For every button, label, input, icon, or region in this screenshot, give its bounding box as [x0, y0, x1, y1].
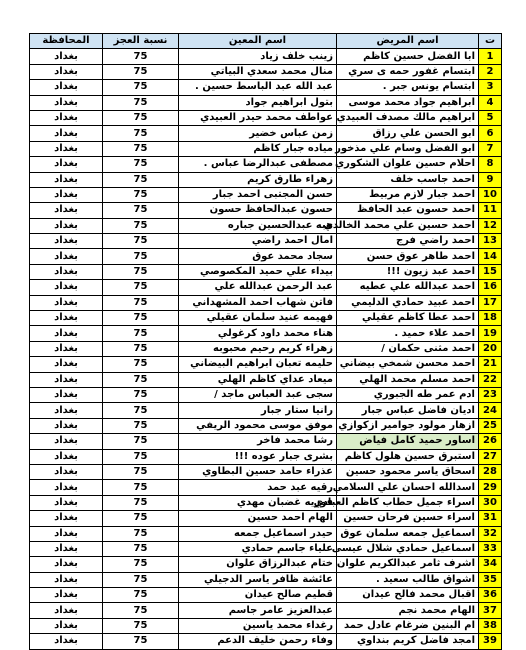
disability-ratio-cell[interactable]: 75 — [103, 603, 179, 618]
patient-name-cell[interactable]: اشواق طالب سعيد . — [337, 572, 479, 587]
patient-name-cell[interactable]: ام البنين ضرغام عادل حمد — [337, 618, 479, 633]
beneficiaries-table — [29, 33, 502, 650]
table-row — [30, 203, 502, 218]
helper-name-cell[interactable]: رقيه عبد حمد — [179, 480, 337, 495]
row-number-cell[interactable]: 8 — [479, 157, 502, 172]
governorate-cell[interactable]: بغداد — [30, 572, 103, 587]
patient-name-cell[interactable]: احمد عطا كاظم عقيلي — [337, 311, 479, 326]
governorate-cell[interactable]: بغداد — [30, 311, 103, 326]
disability-ratio-cell[interactable]: 75 — [103, 311, 179, 326]
patient-name-cell[interactable]: ابو الحسن علي رزاق — [337, 126, 479, 141]
governorate-cell[interactable]: بغداد — [30, 403, 103, 418]
governorate-cell[interactable]: بغداد — [30, 372, 103, 387]
governorate-cell[interactable]: بغداد — [30, 187, 103, 202]
row-number-cell[interactable]: 27 — [479, 449, 502, 464]
header-ratio[interactable]: نسبة العجز — [103, 34, 179, 49]
governorate-cell[interactable]: بغداد — [30, 95, 103, 110]
helper-name-cell[interactable]: رغداء محمد ياسين — [179, 618, 337, 633]
governorate-cell[interactable]: بغداد — [30, 172, 103, 187]
governorate-cell[interactable]: بغداد — [30, 418, 103, 433]
table-row — [30, 357, 502, 372]
governorate-cell[interactable]: بغداد — [30, 203, 103, 218]
governorate-cell[interactable]: بغداد — [30, 541, 103, 556]
row-number-cell[interactable]: 3 — [479, 80, 502, 95]
patient-name-cell[interactable]: ابا الفضل حسين كاظم — [337, 49, 479, 64]
row-number-cell[interactable]: 20 — [479, 341, 502, 356]
disability-ratio-cell[interactable]: 75 — [103, 141, 179, 156]
disability-ratio-cell[interactable]: 75 — [103, 80, 179, 95]
header-row — [30, 34, 502, 49]
row-number-cell[interactable]: 11 — [479, 203, 502, 218]
disability-ratio-cell[interactable]: 75 — [103, 618, 179, 633]
disability-ratio-cell[interactable]: 75 — [103, 418, 179, 433]
row-number-cell[interactable]: 10 — [479, 187, 502, 202]
row-number-cell[interactable]: 35 — [479, 572, 502, 587]
table-row — [30, 264, 502, 279]
helper-name-cell[interactable]: وفاء رحمن خليف الدعم — [179, 634, 337, 649]
helper-name-cell[interactable]: مصطفى عبدالرضا عباس . — [179, 157, 337, 172]
table-row — [30, 64, 502, 79]
disability-ratio-cell[interactable]: 75 — [103, 634, 179, 649]
patient-name-cell[interactable]: ادم عمر طه الجبوري — [337, 387, 479, 402]
governorate-cell[interactable]: بغداد — [30, 249, 103, 264]
table-row — [30, 588, 502, 603]
disability-ratio-cell[interactable]: 75 — [103, 434, 179, 449]
row-number-cell[interactable]: 1 — [479, 49, 502, 64]
row-number-cell[interactable]: 23 — [479, 387, 502, 402]
helper-name-cell[interactable]: بتول ابراهيم جواد — [179, 95, 337, 110]
patient-name-cell[interactable]: اسحاق ياسر محمود حسين — [337, 464, 479, 479]
governorate-cell[interactable]: بغداد — [30, 480, 103, 495]
table-row — [30, 95, 502, 110]
helper-name-cell[interactable]: سجى عبد العباس ماجد / — [179, 387, 337, 402]
disability-ratio-cell[interactable]: 75 — [103, 157, 179, 172]
row-number-cell[interactable]: 33 — [479, 541, 502, 556]
patient-name-cell[interactable]: ابتسام غفور حمه ى سري — [337, 64, 479, 79]
patient-name-cell[interactable]: امجد فاضل كريم بنداوي — [337, 634, 479, 649]
helper-name-cell[interactable]: فاتن شهاب احمد المشهداني — [179, 295, 337, 310]
table-body — [30, 49, 502, 649]
governorate-cell[interactable]: بغداد — [30, 280, 103, 295]
table-row — [30, 80, 502, 95]
helper-name-cell[interactable]: ميعاد عداي كاظم الهلي — [179, 372, 337, 387]
helper-name-cell[interactable]: قطيم صالح عيدان — [179, 588, 337, 603]
row-number-cell[interactable]: 25 — [479, 418, 502, 433]
patient-name-cell[interactable]: احمد جاسب خلف — [337, 172, 479, 187]
patient-name-cell[interactable]: احمد طاهر عوق حسن — [337, 249, 479, 264]
row-number-cell[interactable]: 31 — [479, 511, 502, 526]
helper-name-cell[interactable]: زهراء كريم رحيم محبوبه — [179, 341, 337, 356]
header-governorate[interactable]: المحافظة — [30, 34, 103, 49]
disability-ratio-cell[interactable]: 75 — [103, 264, 179, 279]
helper-name-cell[interactable]: الهام احمد حسين — [179, 511, 337, 526]
governorate-cell[interactable]: بغداد — [30, 434, 103, 449]
disability-ratio-cell[interactable]: 75 — [103, 95, 179, 110]
patient-name-cell[interactable]: اشرف ثامر عبدالكريم علوان — [337, 557, 479, 572]
governorate-cell[interactable]: بغداد — [30, 511, 103, 526]
table-row — [30, 110, 502, 125]
patient-name-cell[interactable]: احمد عبدالله علي عطيه — [337, 280, 479, 295]
governorate-cell[interactable]: بغداد — [30, 64, 103, 79]
disability-ratio-cell[interactable]: 75 — [103, 187, 179, 202]
governorate-cell[interactable]: بغداد — [30, 387, 103, 402]
table-row — [30, 234, 502, 249]
governorate-cell[interactable]: بغداد — [30, 110, 103, 125]
disability-ratio-cell[interactable]: 75 — [103, 234, 179, 249]
helper-name-cell[interactable]: حسن المجتبى احمد جبار — [179, 187, 337, 202]
helper-name-cell[interactable]: عبدالعزيز عامر جاسم — [179, 603, 337, 618]
disability-ratio-cell[interactable]: 75 — [103, 64, 179, 79]
row-number-cell[interactable]: 12 — [479, 218, 502, 233]
row-number-cell[interactable]: 39 — [479, 634, 502, 649]
patient-name-cell[interactable]: اديان فاضل عباس جبار — [337, 403, 479, 418]
governorate-cell[interactable]: بغداد — [30, 341, 103, 356]
patient-name-cell[interactable]: احمد حسين علي محمد الخالدي — [337, 218, 479, 233]
disability-ratio-cell[interactable]: 75 — [103, 372, 179, 387]
header-num[interactable]: ت — [479, 34, 502, 49]
governorate-cell[interactable]: بغداد — [30, 634, 103, 649]
row-number-cell[interactable]: 15 — [479, 264, 502, 279]
helper-name-cell[interactable]: امال احمد راضي — [179, 234, 337, 249]
table-row — [30, 141, 502, 156]
row-number-cell[interactable]: 36 — [479, 588, 502, 603]
patient-name-cell[interactable]: ابتسام يونس جبر . — [337, 80, 479, 95]
patient-name-cell[interactable]: اسماعيل حمادي شلال عيسى — [337, 541, 479, 556]
patient-name-cell[interactable]: احمد مثنى حكمان / — [337, 341, 479, 356]
header-patient[interactable]: اسم المريض — [337, 34, 479, 49]
table-row — [30, 418, 502, 433]
patient-name-cell[interactable]: استبرق حسين هلول كاظم — [337, 449, 479, 464]
table-row — [30, 295, 502, 310]
helper-name-cell[interactable]: زهراء طارق كريم — [179, 172, 337, 187]
disability-ratio-cell[interactable]: 75 — [103, 218, 179, 233]
governorate-cell[interactable]: بغداد — [30, 218, 103, 233]
row-number-cell[interactable]: 28 — [479, 464, 502, 479]
patient-name-cell[interactable]: اقبال محمد فالح عيدان — [337, 588, 479, 603]
table-row — [30, 157, 502, 172]
helper-name-cell[interactable]: فوزيه غضبان مهدي — [179, 495, 337, 510]
patient-name-cell[interactable]: اسراء جميل حطاب كاظم العبادي — [337, 495, 479, 510]
governorate-cell[interactable]: بغداد — [30, 157, 103, 172]
helper-name-cell[interactable]: زمن عباس خضير — [179, 126, 337, 141]
row-number-cell[interactable]: 2 — [479, 64, 502, 79]
spreadsheet — [29, 33, 501, 650]
patient-name-cell[interactable]: احمد علاء حميد . — [337, 326, 479, 341]
table-row — [30, 634, 502, 649]
helper-name-cell[interactable]: موفق موسى محمود الريفي — [179, 418, 337, 433]
table-row — [30, 249, 502, 264]
row-number-cell[interactable]: 38 — [479, 618, 502, 633]
helper-name-cell[interactable]: هناء محمد داود كرغولي — [179, 326, 337, 341]
disability-ratio-cell[interactable]: 75 — [103, 280, 179, 295]
patient-name-cell[interactable]: احمد راضي فرج — [337, 234, 479, 249]
patient-name-cell[interactable]: اساور حميد كامل فياض — [337, 434, 479, 449]
helper-name-cell[interactable]: بيداء علي حميد المكصوصي — [179, 264, 337, 279]
table-row — [30, 480, 502, 495]
governorate-cell[interactable]: بغداد — [30, 264, 103, 279]
helper-name-cell[interactable]: حيدر اسماعيل جمعه — [179, 526, 337, 541]
disability-ratio-cell[interactable]: 75 — [103, 572, 179, 587]
patient-name-cell[interactable]: الهام محمد نجم — [337, 603, 479, 618]
patient-name-cell[interactable]: اسدالله احسان علي السلامي — [337, 480, 479, 495]
table-row — [30, 187, 502, 202]
disability-ratio-cell[interactable]: 75 — [103, 387, 179, 402]
disability-ratio-cell[interactable]: 75 — [103, 495, 179, 510]
table-row — [30, 557, 502, 572]
table-row — [30, 311, 502, 326]
disability-ratio-cell[interactable]: 75 — [103, 541, 179, 556]
governorate-cell[interactable]: بغداد — [30, 326, 103, 341]
table-row — [30, 218, 502, 233]
governorate-cell[interactable]: بغداد — [30, 588, 103, 603]
patient-name-cell[interactable]: ابو الفضل وسام علي مذخور — [337, 141, 479, 156]
governorate-cell[interactable]: بغداد — [30, 603, 103, 618]
table-row — [30, 280, 502, 295]
governorate-cell[interactable]: بغداد — [30, 449, 103, 464]
governorate-cell[interactable]: بغداد — [30, 295, 103, 310]
governorate-cell[interactable]: بغداد — [30, 141, 103, 156]
helper-name-cell[interactable]: بشرى جبار عوده !!! — [179, 449, 337, 464]
row-number-cell[interactable]: 34 — [479, 557, 502, 572]
row-number-cell[interactable]: 9 — [479, 172, 502, 187]
helper-name-cell[interactable]: علياء جاسم حمادي — [179, 541, 337, 556]
row-number-cell[interactable]: 18 — [479, 311, 502, 326]
disability-ratio-cell[interactable]: 75 — [103, 295, 179, 310]
governorate-cell[interactable]: بغداد — [30, 126, 103, 141]
disability-ratio-cell[interactable]: 75 — [103, 326, 179, 341]
table-row — [30, 341, 502, 356]
helper-name-cell[interactable]: هبه عبدالحسين جباره — [179, 218, 337, 233]
governorate-cell[interactable]: بغداد — [30, 234, 103, 249]
disability-ratio-cell[interactable]: 75 — [103, 480, 179, 495]
helper-name-cell[interactable]: عبد الله عبد الباسط حسين . — [179, 80, 337, 95]
disability-ratio-cell[interactable]: 75 — [103, 526, 179, 541]
table-row — [30, 126, 502, 141]
row-number-cell[interactable]: 14 — [479, 249, 502, 264]
table-row — [30, 572, 502, 587]
row-number-cell[interactable]: 30 — [479, 495, 502, 510]
row-number-cell[interactable]: 4 — [479, 95, 502, 110]
patient-name-cell[interactable]: ابراهيم جواد محمد موسى — [337, 95, 479, 110]
patient-name-cell[interactable]: اسراء حسين فرحان حسين — [337, 511, 479, 526]
governorate-cell[interactable]: بغداد — [30, 618, 103, 633]
disability-ratio-cell[interactable]: 75 — [103, 588, 179, 603]
table-row — [30, 434, 502, 449]
table-row — [30, 387, 502, 402]
disability-ratio-cell[interactable]: 75 — [103, 49, 179, 64]
row-number-cell[interactable]: 13 — [479, 234, 502, 249]
patient-name-cell[interactable]: احمد عبد زيون !!! — [337, 264, 479, 279]
helper-name-cell[interactable]: عذراء حامد حسين البطاوي — [179, 464, 337, 479]
row-number-cell[interactable]: 37 — [479, 603, 502, 618]
row-number-cell[interactable]: 17 — [479, 295, 502, 310]
governorate-cell[interactable]: بغداد — [30, 526, 103, 541]
table-row — [30, 526, 502, 541]
table-row — [30, 403, 502, 418]
governorate-cell[interactable]: بغداد — [30, 80, 103, 95]
row-number-cell[interactable]: 19 — [479, 326, 502, 341]
patient-name-cell[interactable]: احمد محسن شمخي بيضاني — [337, 357, 479, 372]
table-row — [30, 326, 502, 341]
table-row — [30, 495, 502, 510]
helper-name-cell[interactable]: زينب خلف زياد — [179, 49, 337, 64]
patient-name-cell[interactable]: احمد عبيد حمادي الدليمي — [337, 295, 479, 310]
row-number-cell[interactable]: 7 — [479, 141, 502, 156]
row-number-cell[interactable]: 26 — [479, 434, 502, 449]
helper-name-cell[interactable]: رشا محمد فاخر — [179, 434, 337, 449]
row-number-cell[interactable]: 5 — [479, 110, 502, 125]
governorate-cell[interactable]: بغداد — [30, 464, 103, 479]
row-number-cell[interactable]: 6 — [479, 126, 502, 141]
helper-name-cell[interactable]: عواطف محمد حيدر العبيدي — [179, 110, 337, 125]
row-number-cell[interactable]: 24 — [479, 403, 502, 418]
helper-name-cell[interactable]: منال محمد سعدي البياتي — [179, 64, 337, 79]
table-row — [30, 541, 502, 556]
disability-ratio-cell[interactable]: 75 — [103, 449, 179, 464]
table-row — [30, 511, 502, 526]
helper-name-cell[interactable]: عبد الرحمن عبدالله علي — [179, 280, 337, 295]
patient-name-cell[interactable]: ابراهيم مالك مصدف العبيدي — [337, 110, 479, 125]
table-row — [30, 449, 502, 464]
header-helper[interactable]: اسم المعين — [179, 34, 337, 49]
helper-name-cell[interactable]: مياده جبار كاظم — [179, 141, 337, 156]
patient-name-cell[interactable]: احمد حسون عبد الحافظ — [337, 203, 479, 218]
helper-name-cell[interactable]: ختام عبدالرزاق علوان — [179, 557, 337, 572]
row-number-cell[interactable]: 22 — [479, 372, 502, 387]
table-row — [30, 49, 502, 64]
helper-name-cell[interactable]: سجاد محمد عوق — [179, 249, 337, 264]
row-number-cell[interactable]: 21 — [479, 357, 502, 372]
helper-name-cell[interactable]: رانيا ستار جبار — [179, 403, 337, 418]
row-number-cell[interactable]: 32 — [479, 526, 502, 541]
disability-ratio-cell[interactable]: 75 — [103, 557, 179, 572]
helper-name-cell[interactable]: فهيمه عنيد سلمان عقيلي — [179, 311, 337, 326]
governorate-cell[interactable]: بغداد — [30, 49, 103, 64]
patient-name-cell[interactable]: احمد جبار لازم مربيط — [337, 187, 479, 202]
disability-ratio-cell[interactable]: 75 — [103, 403, 179, 418]
table-row — [30, 172, 502, 187]
patient-name-cell[interactable]: اسماعيل جمعه سلمان عوق — [337, 526, 479, 541]
patient-name-cell[interactable]: احلام حسين علوان الشكوري — [337, 157, 479, 172]
governorate-cell[interactable]: بغداد — [30, 495, 103, 510]
patient-name-cell[interactable]: احمد مسلم محمد الهلي — [337, 372, 479, 387]
row-number-cell[interactable]: 29 — [479, 480, 502, 495]
helper-name-cell[interactable]: عائشة ظافر ياسر الدجيلي — [179, 572, 337, 587]
disability-ratio-cell[interactable]: 75 — [103, 464, 179, 479]
patient-name-cell[interactable]: ازهار مولود جوامير ازكوازي — [337, 418, 479, 433]
disability-ratio-cell[interactable]: 75 — [103, 249, 179, 264]
table-row — [30, 618, 502, 633]
table-row — [30, 372, 502, 387]
table-row — [30, 464, 502, 479]
helper-name-cell[interactable]: حليمه تعبان ابراهيم البيضاني — [179, 357, 337, 372]
governorate-cell[interactable]: بغداد — [30, 557, 103, 572]
disability-ratio-cell[interactable]: 75 — [103, 341, 179, 356]
disability-ratio-cell[interactable]: 75 — [103, 357, 179, 372]
helper-name-cell[interactable]: حسون عبدالحافظ حسون — [179, 203, 337, 218]
row-number-cell[interactable]: 16 — [479, 280, 502, 295]
disability-ratio-cell[interactable]: 75 — [103, 511, 179, 526]
disability-ratio-cell[interactable]: 75 — [103, 126, 179, 141]
disability-ratio-cell[interactable]: 75 — [103, 110, 179, 125]
disability-ratio-cell[interactable]: 75 — [103, 203, 179, 218]
governorate-cell[interactable]: بغداد — [30, 357, 103, 372]
table-row — [30, 603, 502, 618]
disability-ratio-cell[interactable]: 75 — [103, 172, 179, 187]
